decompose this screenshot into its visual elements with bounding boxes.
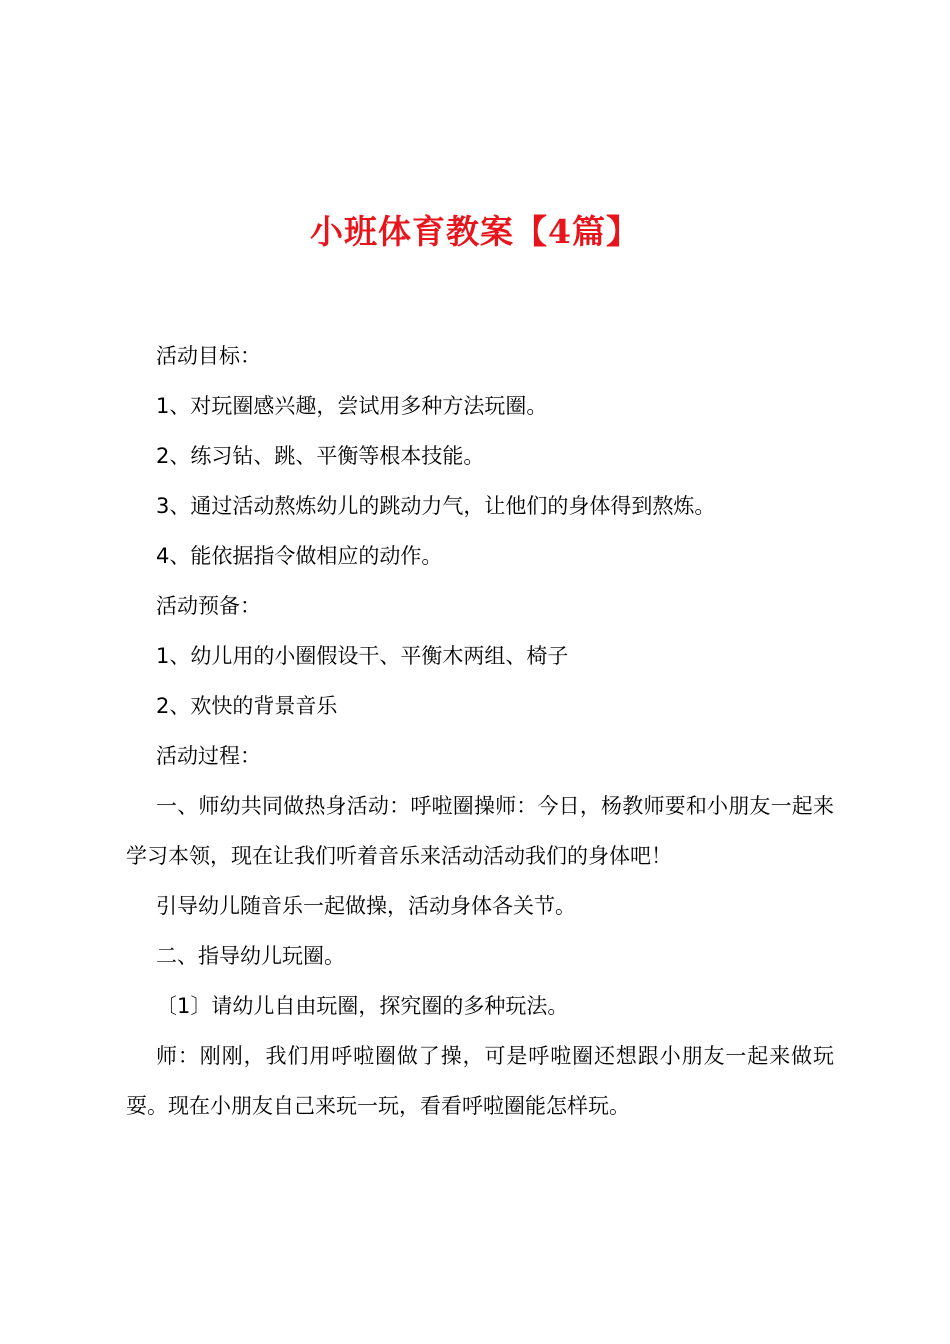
- goal-item: 4、能依据指令做相应的动作。: [156, 544, 443, 568]
- goal-item: 3、通过活动熬炼幼儿的跳动力气，让他们的身体得到熬炼。: [156, 494, 716, 518]
- process-paragraph: 二、指导幼儿玩圈。: [156, 944, 345, 968]
- process-paragraph: 师：刚刚，我们用呼啦圈做了操，可是呼啦圈还想跟小朋友一起来做玩耍。现在小朋友自己来玩一玩，看看呼啦圈能怎样玩。: [126, 1044, 834, 1118]
- preparation-item: 2、欢快的背景音乐: [156, 694, 338, 718]
- section-heading-preparation: 活动预备：: [156, 594, 261, 618]
- goal-item: 1、对玩圈感兴趣，尝试用多种方法玩圈。: [156, 394, 548, 418]
- section-heading-process: 活动过程：: [156, 744, 261, 768]
- process-paragraph: 〔1〕请幼儿自由玩圈，探究圈的多种玩法。: [156, 994, 569, 1018]
- document-body: [126, 331, 834, 1131]
- preparation-item: 1、幼儿用的小圈假设干、平衡木两组、椅子: [156, 644, 569, 668]
- process-paragraph: 引导幼儿随音乐一起做操，活动身体各关节。: [156, 894, 576, 918]
- goal-item: 2、练习钻、跳、平衡等根本技能。: [156, 444, 485, 468]
- section-heading-goals: 活动目标：: [156, 344, 261, 368]
- process-paragraph: 一、师幼共同做热身活动：呼啦圈操师：今日，杨教师要和小朋友一起来学习本领，现在让我们听着音乐来活动活动我们的身体吧！: [126, 794, 834, 868]
- document-title: 小班体育教案【4篇】: [310, 212, 640, 251]
